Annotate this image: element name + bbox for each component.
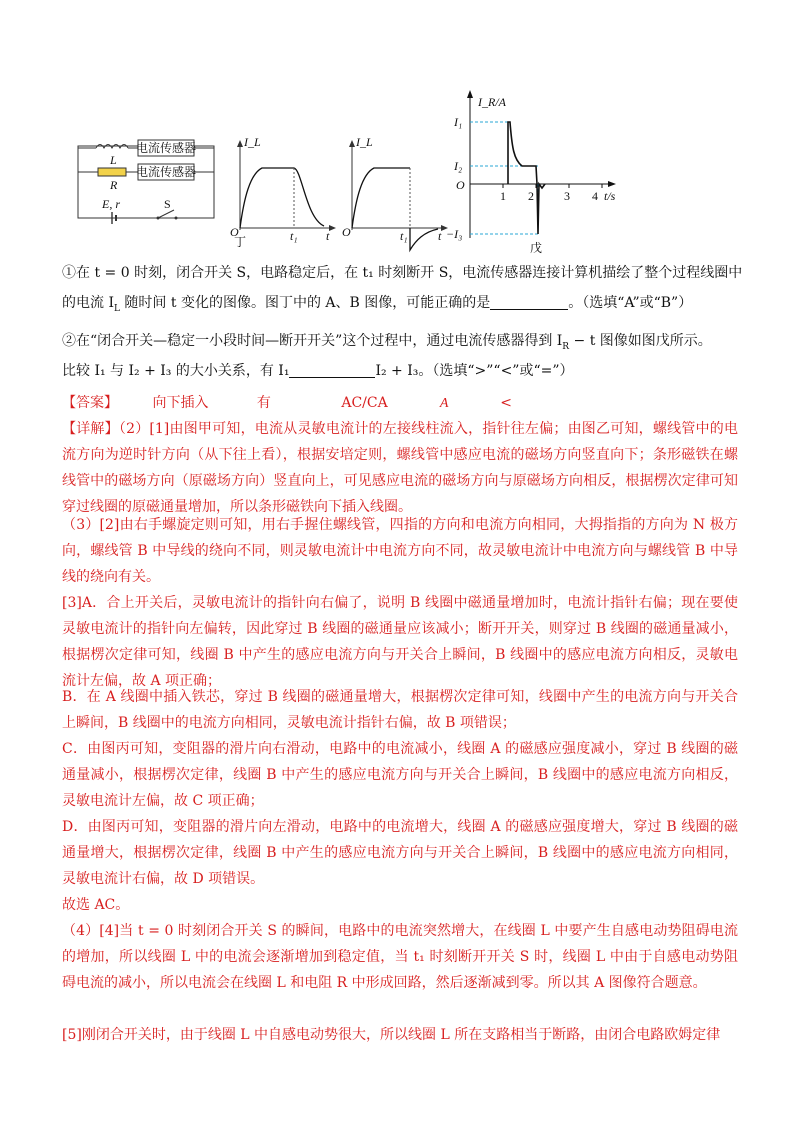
graph-wu-tick-i3: −I₃ — [446, 227, 463, 241]
explanation-paragraph-5: C．由图丙可知，变阻器的滑片向右滑动，电路中的电流减小，线圈 A 的磁感应强度减小，穿过 B 线圈的磁通量减小，根据楞次定律，线圈 B 中产生的感应电流方向与开关合上瞬间，B 线圈中的感应电流方向相反，灵敏电流计左偏，故 C 项正确； — [62, 741, 738, 809]
explanation-tag: 【详解】 — [62, 421, 119, 437]
explanation-paragraph-4: B．在 A 线圈中插入铁芯，穿过 B 线圈的磁通量增大，根据楞次定律可知，线圈中产生的电流方向与开关合上瞬间，B 线圈中的电流方向相同，灵敏电流计指针右偏，故 B 项错误； — [62, 689, 738, 731]
q1-text-d: 。（选填“A”或“B”） — [568, 295, 693, 311]
graph-b-t1: t₁ — [400, 229, 408, 243]
q1-text-a: 的电流 I — [62, 295, 114, 311]
answer-item-1: 向下插入 — [152, 395, 209, 411]
answer-row — [62, 392, 512, 415]
explanation-paragraph-9: [5]刚闭合开关时，由于线圈 L 中自感电动势很大，所以线圈 L 所在支路相当于断路，由闭合电路欧姆定律 — [62, 1027, 721, 1043]
graph-wu-tick-4: 4 — [592, 189, 598, 203]
graph-wu-origin: O — [456, 178, 465, 192]
graph-b-caption — [388, 257, 396, 258]
answer-tag: 【答案】 — [62, 395, 118, 411]
graph-wu-x-unit: t/s — [604, 189, 616, 203]
sensor-label-1: 电流传感器 — [135, 141, 197, 155]
graph-b-t: t — [438, 229, 442, 243]
graph-wu-caption: 戊 — [530, 241, 543, 255]
switch-symbol — [158, 210, 174, 218]
answer-blank-1[interactable] — [490, 295, 568, 310]
answer-item-5: < — [500, 395, 512, 411]
graph-wu-tick-i1: I₁ — [454, 115, 463, 129]
resistor — [98, 168, 126, 176]
sensor-label-2: 电流传感器 — [135, 165, 197, 179]
answer-item-2: 有 — [256, 395, 271, 411]
graph-a-origin: O — [230, 225, 239, 239]
inductor-label: L — [110, 153, 117, 167]
graph-b-curve-reverse — [410, 228, 438, 250]
graph-a-t1: t₁ — [290, 229, 298, 243]
explanation-paragraph-6: D．由图丙可知，变阻器的滑片向左滑动，电路中的电流增大，线圈 A 的磁感应强度增大，穿过 B 线圈的磁通量增大，根据楞次定律，线圈 B 中产生的感应电流方向与开关合上瞬间，B 线圈中的感应电流方向相同，灵敏电流计右偏，故 D 项错误。 — [62, 819, 738, 887]
explanation-paragraph-8: （4）[4]当 t = 0 时刻闭合开关 S 的瞬间，电路中的电流突然增大，在线圈 L 中要产生自感电动势阻碍电流的增加，所以线圈 L 中的电流会逐渐增加到稳定值，当 t₁ 时刻断开开关 S 时，线圈 L 中由于自感电动势阻碍电流的减小，所以电流会在线圈 L 和电阻 R 中形成回路，然后逐渐减到零。所以其 A 图像符合题意。 — [62, 923, 738, 991]
graph-wu-tick-2: 2 — [528, 189, 534, 203]
explanation-paragraph-3: [3]A．合上开关后，灵敏电流计的指针向右偏了，说明 B 线圈中磁通量增加时，电流计指针右偏；现在要使灵敏电流计的指针向左偏转，因此穿过 B 线圈的磁通量应该减小；断开开关，则穿过 B 线圈的磁通量减小，根据楞次定律可知，线圈 B 中产生的感应电流方向与开关合上瞬间，B 线圈中的感应电流方向相反，灵敏电流计左偏，故 A 项正确； — [62, 595, 738, 689]
question-1-line-2 — [62, 292, 742, 320]
answer-item-3: AC/CA — [341, 395, 388, 411]
explanation-paragraph-1 — [62, 416, 738, 520]
graph-b-curve-rise — [352, 168, 410, 228]
battery-label: E, r — [102, 197, 120, 211]
q1-text-c: 随时间 t 变化的图像。图丁中的 A、B 图像，可能正确的是 — [119, 295, 491, 311]
graph-wu-tick-1: 1 — [500, 189, 506, 203]
resistor-label: R — [110, 178, 118, 192]
circuit-diagram — [78, 140, 214, 224]
graph-b-y-label: I_L — [356, 135, 373, 149]
answer-item-4: A — [439, 396, 449, 411]
graph-wu-y-label: I_R/A — [478, 95, 506, 109]
q2-sub: R — [562, 341, 570, 352]
explanation-p1: （2）[1]由图甲可知，电流从灵敏电流计的左接线柱流入，指针往左偏；由图乙可知，螺线管中的电流方向为逆时针方向（从下往上看），根据安培定则，螺线管中感应电流的磁场方向竖直向下；条形磁铁在螺线管中的磁场方向（原磁场方向）竖直向上，可见感应电流的磁场方向与原磁场方向相反，根据楞次定律可知穿过线圈的原磁通量增加，所以条形磁铁向下插入线圈。 — [62, 421, 738, 515]
question-2-line-2 — [62, 360, 742, 382]
graph-a-y-label: I_L — [244, 135, 261, 149]
q1-sub: L — [113, 303, 120, 314]
graph-wu-tick-i2: I₂ — [454, 159, 463, 173]
graph-wu-tick-3: 3 — [564, 189, 570, 203]
q2-text-end: − t 图像如图戊所示。 — [569, 333, 712, 349]
question-2-line-1 — [62, 330, 742, 358]
graph-b-origin: O — [342, 225, 351, 239]
switch-label: S — [164, 197, 171, 211]
graph-b — [342, 135, 448, 258]
graph-a-t: t — [326, 229, 330, 243]
q2-text-a: ②在“闭合开关—稳定一小段时间—断开开关”这个过程中，通过电流传感器得到 I — [62, 333, 563, 349]
graph-a-curve — [240, 168, 324, 228]
graph-wu-curve — [508, 122, 545, 234]
graph-wu — [446, 90, 616, 255]
question-1-line-1: ①在 t = 0 时刻，闭合开关 S，电路稳定后，在 t₁ 时刻断开 S，电流传感器连接计算机描绘了整个过程线圈中 — [62, 265, 743, 281]
explanation-paragraph-7: 故选 AC。 — [62, 897, 130, 913]
explanation-paragraph-2: （3）[2]由右手螺旋定则可知，用右手握住螺线管，四指的方向和电流方向相同，大拇指指的方向为 N 极方向，螺线管 B 中导线的绕向不同，则灵敏电流计中电流方向不同，故灵敏电流计中电流方向与螺线管 B 中导线的绕向有关。 — [62, 517, 738, 585]
graph-a-caption — [276, 257, 285, 258]
answer-blank-2[interactable] — [289, 363, 375, 378]
q2-text-c: I₂ + I₃。（选填“>”“<”或“=”） — [375, 363, 574, 379]
figure-row — [72, 88, 732, 258]
group-caption: 丁 — [234, 235, 247, 249]
q2-text-b: 比较 I₁ 与 I₂ + I₃ 的大小关系，有 I₁ — [62, 363, 290, 379]
